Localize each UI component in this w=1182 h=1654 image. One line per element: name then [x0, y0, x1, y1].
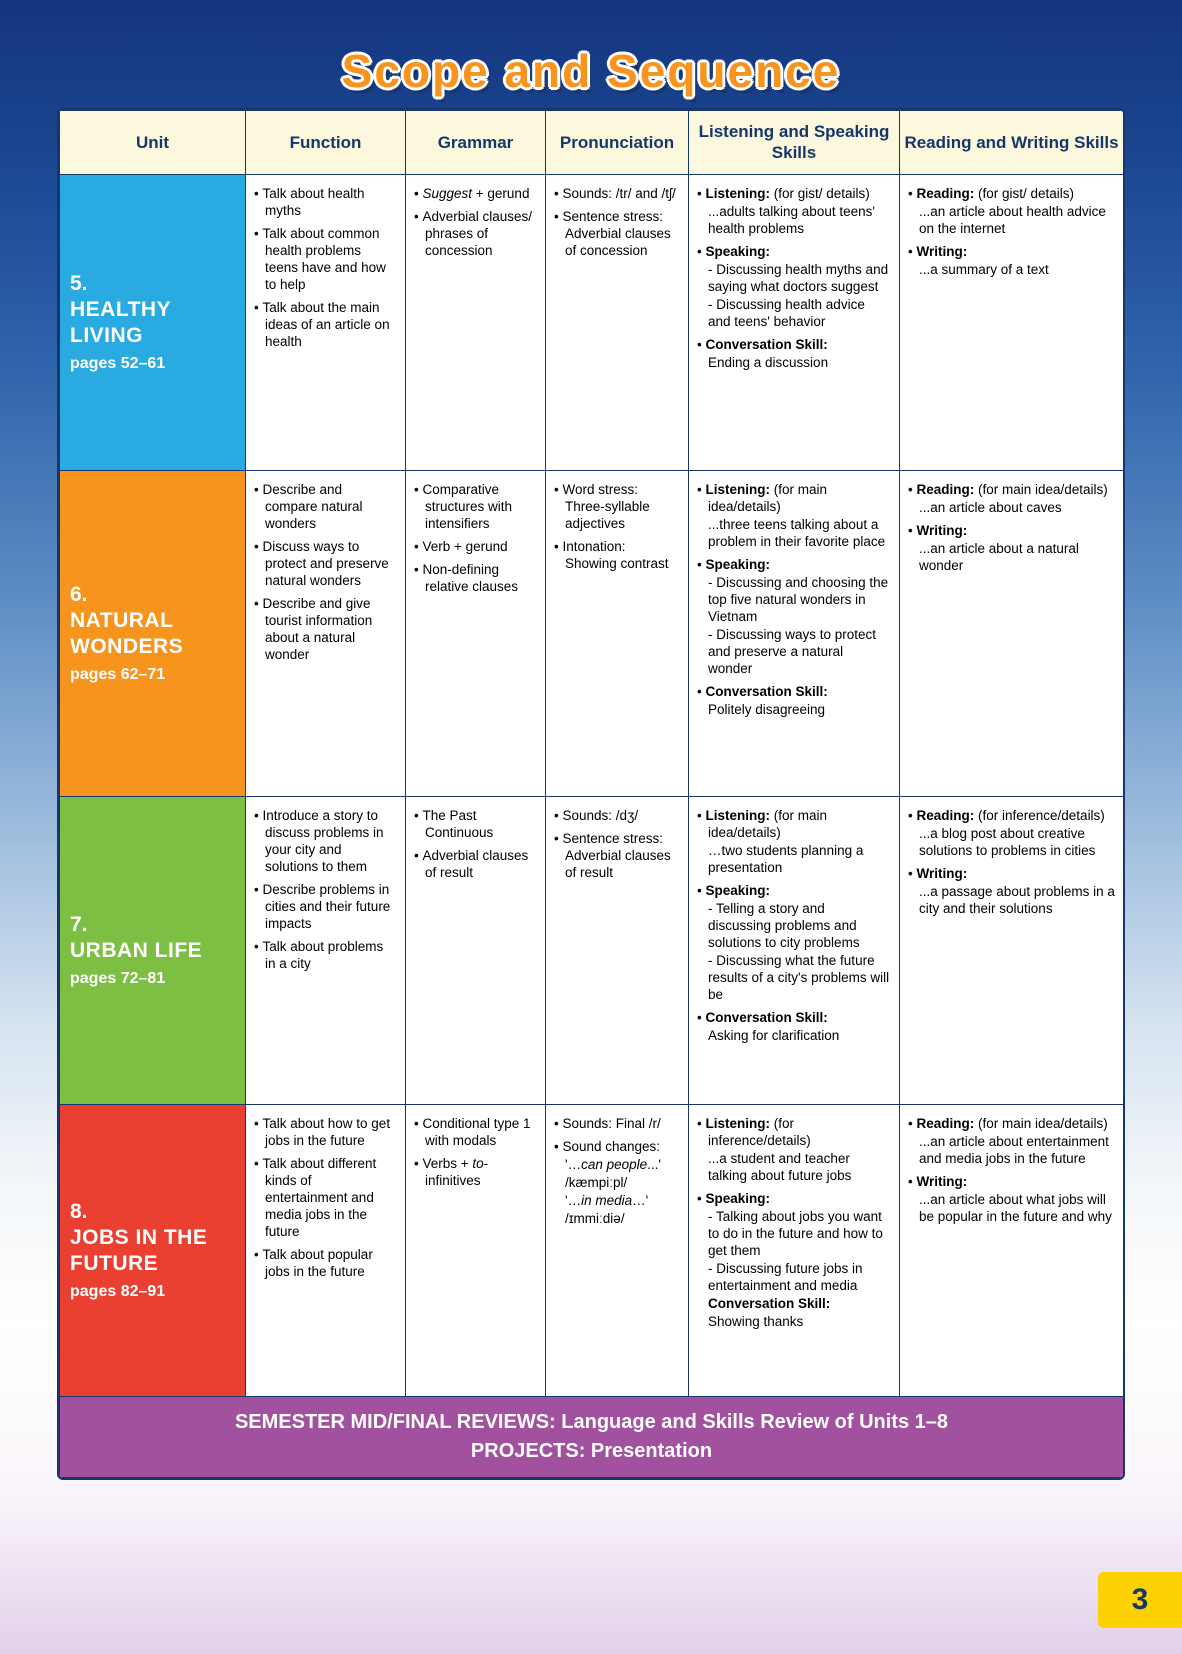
text-segment: - Discussing health advice and teens' behavior: [708, 296, 865, 329]
list-item: [697, 1115, 891, 1149]
unit-number: 5.: [70, 271, 88, 295]
unit-cell: [60, 796, 246, 1104]
text-segment: Suggest: [422, 185, 473, 201]
function-cell: [246, 174, 406, 470]
list-item: [697, 1295, 891, 1312]
list-item: [414, 208, 537, 259]
list-item: [254, 185, 397, 219]
list-item: [908, 261, 1115, 278]
text-segment: Sound changes:: [562, 1138, 661, 1154]
header-row: [60, 111, 1124, 175]
list-item: [697, 1009, 891, 1026]
list-item: [254, 881, 397, 932]
list-item: [697, 807, 891, 841]
unit-number: 7.: [70, 912, 88, 936]
text-segment: ...an article about health advice on the internet: [919, 203, 1106, 236]
listening-speaking-cell: [689, 796, 900, 1104]
unit-pages: pages 62–71: [70, 666, 166, 684]
text-segment: ...a passage about problems in a city and their solutions: [919, 883, 1115, 916]
list-item: [908, 1115, 1115, 1132]
list-item: [697, 952, 891, 1003]
text-segment: Talk about popular jobs in the future: [262, 1246, 373, 1279]
text-segment: Word stress: Three-syllable adjectives: [562, 481, 650, 531]
list-item: [254, 938, 397, 972]
text-segment: Sounds: Final /r/: [562, 1115, 661, 1131]
text-segment: …two students planning a presentation: [708, 842, 864, 875]
text-segment: + gerund: [472, 185, 530, 201]
text-segment: Sentence stress: Adverbial clauses of result: [562, 830, 671, 880]
text-segment: ...': [647, 1156, 661, 1172]
text-segment: Verb + gerund: [422, 538, 508, 554]
text-segment: '…: [565, 1192, 582, 1208]
text-segment: Speaking:: [705, 243, 770, 259]
list-item: [554, 1138, 680, 1155]
projects-line: PROJECTS: Presentation: [470, 1439, 713, 1462]
text-segment: Speaking:: [705, 1190, 770, 1206]
review-row: [60, 1396, 1124, 1477]
list-item: [697, 1190, 891, 1207]
list-item: [697, 336, 891, 353]
scope-sequence-table: [59, 110, 1124, 1478]
text-segment: '…: [565, 1156, 582, 1172]
text-segment: Politely disagreeing: [708, 701, 826, 717]
text-segment: Conversation Skill:: [708, 1295, 831, 1311]
list-item: [554, 1174, 680, 1191]
list-item: [254, 481, 397, 532]
list-item: [254, 1115, 397, 1149]
list-item: [697, 556, 891, 573]
text-segment: Listening:: [705, 1115, 770, 1131]
list-item: [697, 261, 891, 295]
list-item: [554, 1210, 680, 1227]
column-header: Listening and Speaking Skills: [689, 111, 900, 175]
list-item: [414, 1155, 537, 1189]
text-segment: Talk about how to get jobs in the future: [262, 1115, 391, 1148]
text-segment: -infinitives: [425, 1155, 489, 1188]
list-item: [697, 574, 891, 625]
unit-pages: pages 72–81: [70, 970, 166, 988]
list-item: [554, 481, 680, 532]
list-item: [254, 807, 397, 875]
text-segment: - Discussing ways to protect and preserve a natural wonder: [708, 626, 877, 676]
unit-row: [60, 174, 1124, 470]
text-segment: (for inference/details): [708, 1115, 811, 1148]
list-item: [554, 1192, 680, 1209]
text-segment: Writing:: [916, 865, 968, 881]
text-segment: Conversation Skill:: [705, 336, 828, 352]
list-item: [414, 561, 537, 595]
list-item: [554, 830, 680, 881]
list-item: [697, 1150, 891, 1184]
column-header: Function: [246, 111, 406, 175]
unit-cell: [60, 174, 246, 470]
text-segment: ...a student and teacher talking about future jobs: [708, 1150, 852, 1183]
list-item: [554, 208, 680, 259]
text-segment: Adverbial clauses/ phrases of concession: [422, 208, 533, 258]
column-header: Reading and Writing Skills: [900, 111, 1124, 175]
unit-name: URBAN LIFE: [70, 938, 203, 962]
list-item: [697, 1208, 891, 1259]
unit-cell: [60, 470, 246, 796]
list-item: [697, 243, 891, 260]
text-segment: - Discussing what the future results of a city's problems will be: [708, 952, 890, 1002]
text-segment: - Talking about jobs you want to do in the future and how to get them: [708, 1208, 883, 1258]
text-segment: Discuss ways to protect and preserve natural wonders: [262, 538, 389, 588]
text-segment: Conditional type 1 with modals: [422, 1115, 531, 1148]
page-number: 3: [1131, 1583, 1149, 1616]
text-segment: The Past Continuous: [422, 807, 494, 840]
text-segment: Reading:: [916, 807, 975, 823]
unit-pages: pages 52–61: [70, 355, 166, 373]
list-item: [908, 865, 1115, 882]
text-segment: Sentence stress: Adverbial clauses of concession: [562, 208, 671, 258]
text-segment: Verbs +: [422, 1155, 473, 1171]
list-item: [554, 807, 680, 824]
list-item: [414, 807, 537, 841]
list-item: [908, 1133, 1115, 1167]
list-item: [908, 203, 1115, 237]
list-item: [697, 900, 891, 951]
grammar-cell: [406, 1104, 546, 1396]
text-segment: Adverbial clauses of result: [422, 847, 529, 880]
text-segment: Talk about health myths: [262, 185, 365, 218]
text-segment: ...an article about a natural wonder: [919, 540, 1079, 573]
text-segment: Conversation Skill:: [705, 683, 828, 699]
grammar-cell: [406, 174, 546, 470]
text-segment: (for inference/details): [974, 807, 1105, 823]
text-segment: Talk about problems in a city: [262, 938, 384, 971]
reading-writing-cell: [900, 1104, 1124, 1396]
list-item: [554, 1156, 680, 1173]
pronunciation-cell: [546, 470, 689, 796]
unit-name: NATURAL WONDERS: [70, 608, 184, 659]
list-item: [254, 595, 397, 663]
unit-name: HEALTHY LIVING: [70, 297, 171, 348]
semester-review-banner: [60, 1396, 1124, 1477]
text-segment: Conversation Skill:: [705, 1009, 828, 1025]
unit-name: JOBS IN THE FUTURE: [70, 1225, 208, 1276]
unit-number: 8.: [70, 1199, 88, 1223]
unit-cell: [60, 1104, 246, 1396]
list-item: [254, 1246, 397, 1280]
list-item: [414, 1115, 537, 1149]
list-item: [908, 243, 1115, 260]
listening-speaking-cell: [689, 470, 900, 796]
text-segment: ...a blog post about creative solutions to problems in cities: [919, 825, 1096, 858]
text-segment: Speaking:: [705, 556, 770, 572]
review-line: SEMESTER MID/FINAL REVIEWS: Language and Skills Review of Units 1–8: [234, 1410, 949, 1433]
text-segment: (for gist/ details): [974, 185, 1075, 201]
grammar-cell: [406, 796, 546, 1104]
text-segment: Introduce a story to discuss problems in your city and solutions to them: [262, 807, 384, 874]
list-item: [414, 847, 537, 881]
list-item: [697, 354, 891, 371]
text-segment: Reading:: [916, 1115, 975, 1131]
text-segment: Listening:: [705, 481, 770, 497]
list-item: [697, 842, 891, 876]
list-item: [554, 1115, 680, 1132]
scope-sequence-table-wrap: [57, 108, 1125, 1480]
text-segment: ...a summary of a text: [919, 261, 1049, 277]
text-segment: /ɪmmiːdiə/: [565, 1210, 625, 1226]
unit-row: [60, 796, 1124, 1104]
list-item: [697, 1260, 891, 1294]
text-segment: Listening:: [705, 185, 770, 201]
text-segment: Non-defining relative clauses: [422, 561, 519, 594]
text-segment: Describe and compare natural wonders: [262, 481, 363, 531]
list-item: [414, 481, 537, 532]
unit-number: 6.: [70, 582, 88, 606]
text-segment: Intonation: Showing contrast: [562, 538, 669, 571]
text-segment: (for main idea/details): [974, 1115, 1108, 1131]
reading-writing-cell: [900, 174, 1124, 470]
text-segment: Listening:: [705, 807, 770, 823]
text-segment: ...an article about caves: [919, 499, 1062, 515]
reading-writing-cell: [900, 470, 1124, 796]
text-segment: ...three teens talking about a problem in their favorite place: [708, 516, 886, 549]
list-item: [697, 516, 891, 550]
text-segment: Sounds: /tr/ and /tʃ/: [562, 185, 676, 201]
list-item: [697, 203, 891, 237]
text-segment: can people: [581, 1156, 648, 1172]
text-segment: Showing thanks: [708, 1313, 804, 1329]
page-number-tab: [1098, 1572, 1182, 1628]
list-item: [414, 185, 537, 202]
text-segment: Describe and give tourist information about a natural wonder: [262, 595, 373, 662]
list-item: [414, 538, 537, 555]
list-item: [697, 1313, 891, 1330]
text-segment: Reading:: [916, 481, 975, 497]
text-segment: Speaking:: [705, 882, 770, 898]
list-item: [908, 1173, 1115, 1190]
text-segment: Asking for clarification: [708, 1027, 840, 1043]
text-segment: ...adults talking about teens' health problems: [708, 203, 875, 236]
text-segment: Writing:: [916, 243, 968, 259]
text-segment: - Discussing health myths and saying what doctors suggest: [708, 261, 889, 294]
list-item: [697, 626, 891, 677]
list-item: [908, 807, 1115, 824]
list-item: [254, 299, 397, 350]
list-item: [697, 296, 891, 330]
unit-row: [60, 470, 1124, 796]
text-segment: …': [632, 1192, 649, 1208]
list-item: [697, 683, 891, 700]
function-cell: [246, 1104, 406, 1396]
unit-pages: pages 82–91: [70, 1283, 166, 1301]
unit-row: [60, 1104, 1124, 1396]
list-item: [254, 538, 397, 589]
list-item: [908, 825, 1115, 859]
text-segment: ...an article about what jobs will be popular in the future and why: [919, 1191, 1112, 1224]
list-item: [697, 185, 891, 202]
text-segment: (for main idea/details): [708, 481, 827, 514]
text-segment: (for main idea/details): [974, 481, 1108, 497]
text-segment: /kæmpiːpl/: [565, 1174, 628, 1190]
list-item: [908, 185, 1115, 202]
list-item: [908, 499, 1115, 516]
text-segment: Comparative structures with intensifiers: [422, 481, 513, 531]
column-header: Pronunciation: [546, 111, 689, 175]
list-item: [908, 481, 1115, 498]
list-item: [254, 1155, 397, 1240]
pronunciation-cell: [546, 796, 689, 1104]
text-segment: Writing:: [916, 1173, 968, 1189]
list-item: [554, 185, 680, 202]
function-cell: [246, 470, 406, 796]
text-segment: to: [472, 1155, 484, 1171]
page-title: Scope and Sequence: [341, 45, 841, 97]
reading-writing-cell: [900, 796, 1124, 1104]
column-header: Grammar: [406, 111, 546, 175]
listening-speaking-cell: [689, 1104, 900, 1396]
text-segment: Describe problems in cities and their future impacts: [262, 881, 391, 931]
list-item: [908, 522, 1115, 539]
text-segment: Talk about common health problems teens have and how to help: [262, 225, 386, 292]
function-cell: [246, 796, 406, 1104]
text-segment: - Discussing and choosing the top five natural wonders in Vietnam: [708, 574, 889, 624]
text-segment: Ending a discussion: [708, 354, 829, 370]
text-segment: Reading:: [916, 185, 975, 201]
list-item: [697, 701, 891, 718]
text-segment: Talk about the main ideas of an article on health: [262, 299, 390, 349]
pronunciation-cell: [546, 174, 689, 470]
text-segment: in media: [581, 1192, 633, 1208]
text-segment: Sounds: /dʒ/: [562, 807, 639, 823]
text-segment: Writing:: [916, 522, 968, 538]
column-header: Unit: [60, 111, 246, 175]
text-segment: - Discussing future jobs in entertainment and media: [708, 1260, 863, 1293]
list-item: [697, 882, 891, 899]
text-segment: ...an article about entertainment and media jobs in the future: [919, 1133, 1109, 1166]
text-segment: Talk about different kinds of entertainment and media jobs in the future: [262, 1155, 377, 1239]
text-segment: - Telling a story and discussing problems and solutions to city problems: [708, 900, 860, 950]
list-item: [908, 1191, 1115, 1225]
list-item: [554, 538, 680, 572]
text-segment: (for main idea/details): [708, 807, 827, 840]
grammar-cell: [406, 470, 546, 796]
list-item: [908, 883, 1115, 917]
list-item: [908, 540, 1115, 574]
list-item: [254, 225, 397, 293]
listening-speaking-cell: [689, 174, 900, 470]
list-item: [697, 1027, 891, 1044]
list-item: [697, 481, 891, 515]
pronunciation-cell: [546, 1104, 689, 1396]
text-segment: (for gist/ details): [769, 185, 870, 201]
